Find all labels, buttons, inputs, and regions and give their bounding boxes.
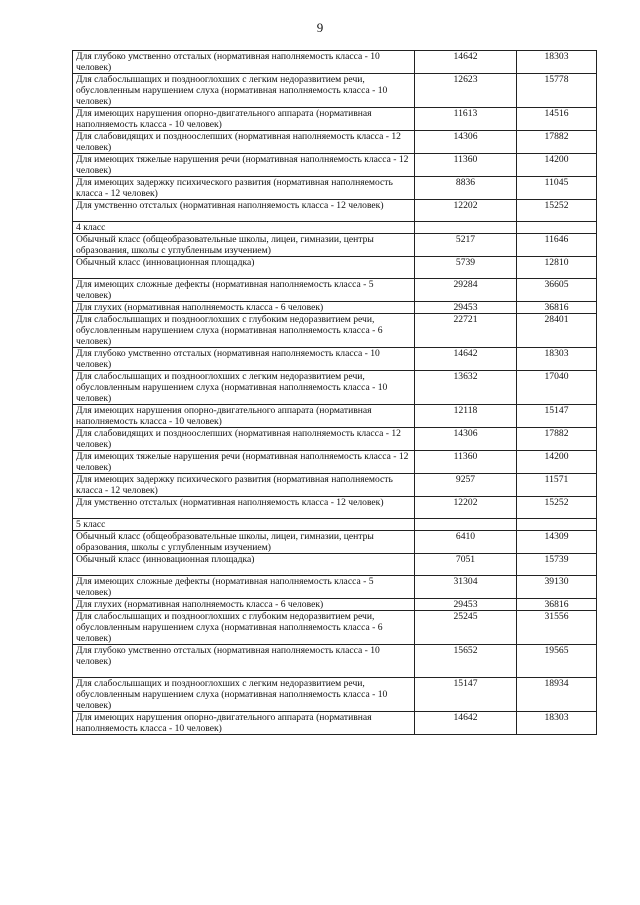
value-cell-1 <box>415 222 517 234</box>
section-row <box>73 222 597 234</box>
value-cell-2: 31556 <box>517 611 597 645</box>
category-cell: Для слабослышащих и позднооглохших с легким недоразвитием речи, обусловленным нарушением слуха (нормативная наполняемость класса - 10 человек) <box>73 371 415 405</box>
category-cell: 5 класс <box>73 519 415 531</box>
category-cell: Обычный класс (инновационная площадка) <box>73 554 415 576</box>
value-cell-2: 28401 <box>517 314 597 348</box>
category-cell: Для имеющих задержку психического развития (нормативная наполняемость класса - 12 человек) <box>73 177 415 200</box>
table-row <box>73 599 597 611</box>
value-cell-1: 14642 <box>415 51 517 74</box>
table-body <box>73 51 597 735</box>
table-row <box>73 451 597 474</box>
category-cell: Для имеющих задержку психического развития (нормативная наполняемость класса - 12 человек) <box>73 474 415 497</box>
value-cell-2: 36816 <box>517 599 597 611</box>
value-cell-2 <box>517 519 597 531</box>
value-cell-1: 14642 <box>415 348 517 371</box>
category-cell: Обычный класс (общеобразовательные школы, лицеи, гимназии, центры образования, школы с углубленным изучением) <box>73 234 415 257</box>
value-cell-2: 11646 <box>517 234 597 257</box>
value-cell-1: 5739 <box>415 257 517 279</box>
table-row <box>73 474 597 497</box>
table-row <box>73 257 597 279</box>
value-cell-1: 29453 <box>415 599 517 611</box>
value-cell-1: 15652 <box>415 645 517 678</box>
value-cell-1: 14642 <box>415 712 517 735</box>
category-cell: Для слабовидящих и поздноослепших (нормативная наполняемость класса - 12 человек) <box>73 428 415 451</box>
table-row <box>73 371 597 405</box>
value-cell-2: 17040 <box>517 371 597 405</box>
table-row <box>73 531 597 554</box>
table-row <box>73 154 597 177</box>
value-cell-1 <box>415 519 517 531</box>
value-cell-1: 29453 <box>415 302 517 314</box>
value-cell-2: 14200 <box>517 451 597 474</box>
value-cell-2: 15739 <box>517 554 597 576</box>
value-cell-2: 15147 <box>517 405 597 428</box>
value-cell-2: 18303 <box>517 51 597 74</box>
value-cell-1: 13632 <box>415 371 517 405</box>
category-cell: Для глубоко умственно отсталых (нормативная наполняемость класса - 10 человек) <box>73 348 415 371</box>
category-cell: Для имеющих нарушения опорно-двигательного аппарата (нормативная наполняемость класса - 10 человек) <box>73 405 415 428</box>
value-cell-2: 19565 <box>517 645 597 678</box>
category-cell: Для слабослышащих и позднооглохших с глубоким недоразвитием речи, обусловленным нарушением слуха (нормативная наполняемость класса - 6 человек) <box>73 314 415 348</box>
value-cell-2: 18934 <box>517 678 597 712</box>
table-row <box>73 279 597 302</box>
table-row <box>73 611 597 645</box>
table-row <box>73 51 597 74</box>
value-cell-2: 14516 <box>517 108 597 131</box>
category-cell: Для имеющих сложные дефекты (нормативная наполняемость класса - 5 человек) <box>73 576 415 599</box>
category-cell: Для глубоко умственно отсталых (нормативная наполняемость класса - 10 человек) <box>73 51 415 74</box>
value-cell-2: 12810 <box>517 257 597 279</box>
value-cell-1: 11360 <box>415 451 517 474</box>
category-cell: Для глубоко умственно отсталых (нормативная наполняемость класса - 10 человек) <box>73 645 415 678</box>
table-row <box>73 428 597 451</box>
value-cell-2: 14309 <box>517 531 597 554</box>
table-row <box>73 645 597 678</box>
value-cell-1: 6410 <box>415 531 517 554</box>
category-cell: Для слабослышащих и позднооглохших с легким недоразвитием речи, обусловленным нарушением слуха (нормативная наполняемость класса - 10 человек) <box>73 678 415 712</box>
value-cell-1: 22721 <box>415 314 517 348</box>
category-cell: 4 класс <box>73 222 415 234</box>
category-cell: Обычный класс (общеобразовательные школы, лицеи, гимназии, центры образования, школы с углубленным изучением) <box>73 531 415 554</box>
category-cell: Для имеющих сложные дефекты (нормативная наполняемость класса - 5 человек) <box>73 279 415 302</box>
value-cell-2: 15252 <box>517 200 597 222</box>
table-row <box>73 712 597 735</box>
value-cell-1: 14306 <box>415 428 517 451</box>
value-cell-1: 25245 <box>415 611 517 645</box>
table-row <box>73 497 597 519</box>
value-cell-2: 14200 <box>517 154 597 177</box>
table-row <box>73 131 597 154</box>
value-cell-2: 15252 <box>517 497 597 519</box>
value-cell-2: 17882 <box>517 131 597 154</box>
category-cell: Для глухих (нормативная наполняемость класса - 6 человек) <box>73 599 415 611</box>
value-cell-2 <box>517 222 597 234</box>
table-row <box>73 200 597 222</box>
table-row <box>73 234 597 257</box>
value-cell-1: 8836 <box>415 177 517 200</box>
category-cell: Для слабовидящих и поздноослепших (нормативная наполняемость класса - 12 человек) <box>73 131 415 154</box>
value-cell-1: 12202 <box>415 497 517 519</box>
value-cell-2: 36605 <box>517 279 597 302</box>
value-cell-1: 12118 <box>415 405 517 428</box>
value-cell-1: 29284 <box>415 279 517 302</box>
category-cell: Для слабослышащих и позднооглохших с легким недоразвитием речи, обусловленным нарушением слуха (нормативная наполняемость класса - 10 человек) <box>73 74 415 108</box>
value-cell-1: 11613 <box>415 108 517 131</box>
value-cell-1: 12202 <box>415 200 517 222</box>
page-number: 9 <box>316 20 324 35</box>
value-cell-2: 11045 <box>517 177 597 200</box>
table-row <box>73 576 597 599</box>
value-cell-1: 5217 <box>415 234 517 257</box>
category-cell: Для имеющих нарушения опорно-двигательного аппарата (нормативная наполняемость класса - 10 человек) <box>73 712 415 735</box>
value-cell-1: 15147 <box>415 678 517 712</box>
category-cell: Для умственно отсталых (нормативная наполняемость класса - 12 человек) <box>73 200 415 222</box>
value-cell-2: 39130 <box>517 576 597 599</box>
table-row <box>73 405 597 428</box>
table-row <box>73 348 597 371</box>
value-cell-1: 14306 <box>415 131 517 154</box>
section-row <box>73 519 597 531</box>
value-cell-1: 9257 <box>415 474 517 497</box>
category-cell: Обычный класс (инновационная площадка) <box>73 257 415 279</box>
category-cell: Для имеющих тяжелые нарушения речи (нормативная наполняемость класса - 12 человек) <box>73 154 415 177</box>
value-cell-1: 11360 <box>415 154 517 177</box>
value-cell-2: 15778 <box>517 74 597 108</box>
table-row <box>73 74 597 108</box>
value-cell-2: 11571 <box>517 474 597 497</box>
table-row <box>73 302 597 314</box>
table-row <box>73 314 597 348</box>
category-cell: Для слабослышащих и позднооглохших с глубоким недоразвитием речи, обусловленным нарушением слуха (нормативная наполняемость класса - 6 человек) <box>73 611 415 645</box>
category-cell: Для имеющих тяжелые нарушения речи (нормативная наполняемость класса - 12 человек) <box>73 451 415 474</box>
value-cell-1: 31304 <box>415 576 517 599</box>
table-row <box>73 177 597 200</box>
value-cell-2: 18303 <box>517 348 597 371</box>
value-cell-2: 36816 <box>517 302 597 314</box>
table-row <box>73 554 597 576</box>
value-cell-2: 17882 <box>517 428 597 451</box>
category-cell: Для умственно отсталых (нормативная наполняемость класса - 12 человек) <box>73 497 415 519</box>
table-row <box>73 108 597 131</box>
category-cell: Для глухих (нормативная наполняемость класса - 6 человек) <box>73 302 415 314</box>
value-cell-2: 18303 <box>517 712 597 735</box>
table-row <box>73 678 597 712</box>
category-cell: Для имеющих нарушения опорно-двигательного аппарата (нормативная наполняемость класса - 10 человек) <box>73 108 415 131</box>
value-cell-1: 12623 <box>415 74 517 108</box>
normative-cost-table <box>72 50 597 735</box>
value-cell-1: 7051 <box>415 554 517 576</box>
